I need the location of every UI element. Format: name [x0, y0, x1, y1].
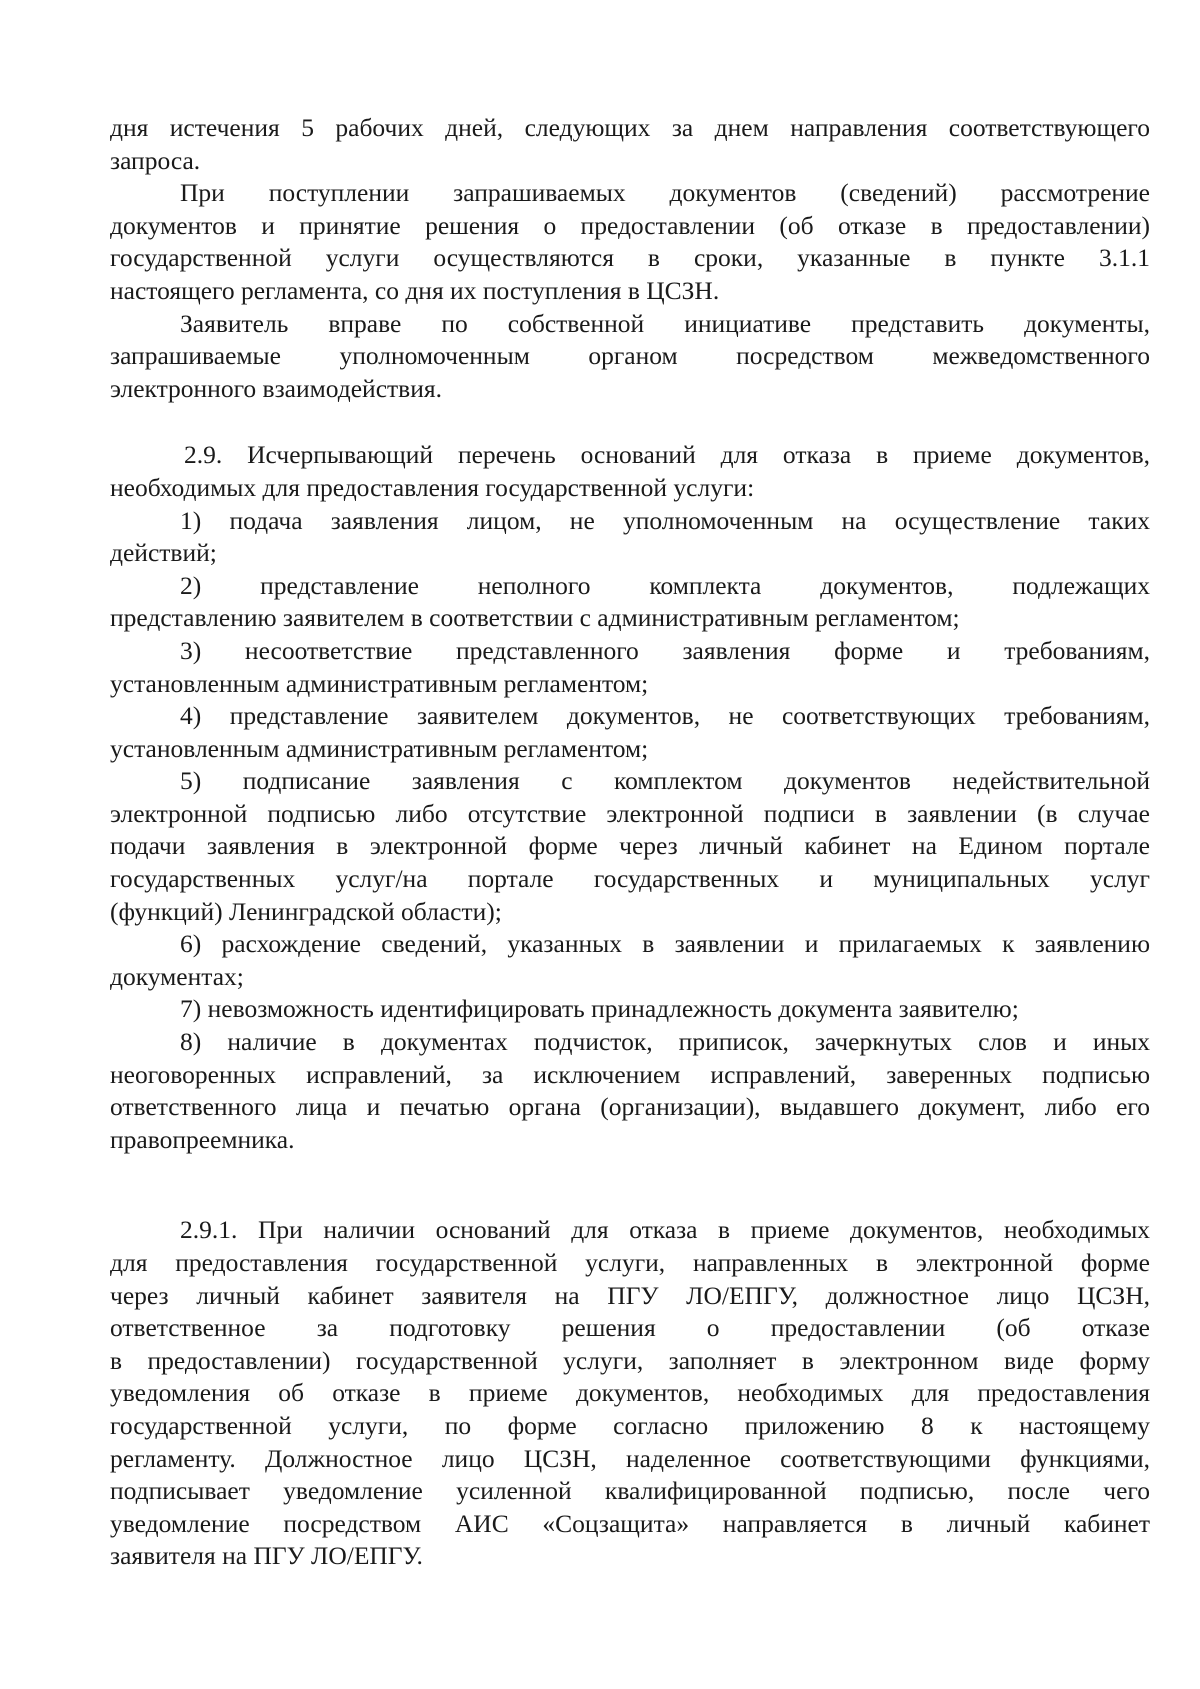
section-2-9-1 — [110, 1214, 1150, 1573]
list-item-1 — [110, 505, 1150, 570]
text-line: через личный кабинет заявителя на ПГУ ЛО/ЕПГУ, должностное лицо ЦСЗН, — [110, 1280, 1150, 1310]
text-line: запрашиваемые уполномоченным органом посредством межведомственного — [110, 341, 1150, 371]
paragraph-spacer — [110, 1156, 1150, 1214]
text-line: 8) наличие в документах подчисток, приписок, зачеркнутых слов и иных — [180, 1027, 1150, 1057]
text-line: При поступлении запрашиваемых документов (сведений) рассмотрение — [180, 178, 1150, 208]
paragraph-spacer — [110, 405, 1150, 439]
list-item-4 — [110, 700, 1150, 765]
text-line: 6) расхождение сведений, указанных в заявлении и прилагаемых к заявлению — [180, 929, 1150, 959]
text-line: действий; — [110, 538, 217, 568]
text-line: ответственного лица и печатью органа (организации), выдавшего документ, либо его — [110, 1092, 1150, 1122]
text-line: электронного взаимодействия. — [110, 373, 442, 403]
document-body — [110, 112, 1150, 1573]
text-line: регламенту. Должностное лицо ЦСЗН, наделенное соответствующими функциями, — [110, 1443, 1150, 1473]
text-line: подписывает уведомление усиленной квалифицированной подписью, после чего — [110, 1476, 1150, 1506]
paragraph-applicant-right — [110, 308, 1150, 406]
section-2-9-heading — [110, 439, 1150, 504]
text-line: представлению заявителем в соответствии с административным регламентом; — [110, 603, 960, 633]
text-line: установленным административным регламентом; — [110, 733, 649, 763]
text-line: в предоставлении) государственной услуги, заполняет в электронном виде форму — [110, 1345, 1150, 1375]
list-item-3 — [110, 635, 1150, 700]
text-line: документов и принятие решения о предоставлении (об отказе в предоставлении) — [110, 210, 1150, 240]
text-line: 7) невозможность идентифицировать принадлежность документа заявителю; — [180, 994, 1019, 1024]
paragraph-document-receipt — [110, 177, 1150, 307]
text-line: 1) подача заявления лицом, не уполномоченным на осуществление таких — [180, 505, 1150, 535]
paragraph-request-deadline — [110, 112, 1150, 177]
text-line: уведомления об отказе в приеме документов, необходимых для предоставления — [110, 1378, 1150, 1408]
list-item-7 — [110, 993, 1150, 1026]
text-line: для предоставления государственной услуги, направленных в электронной форме — [110, 1248, 1150, 1277]
text-line: 4) представление заявителем документов, не соответствующих требованиям, — [180, 701, 1150, 731]
text-line: 2) представление неполного комплекта документов, подлежащих — [180, 570, 1150, 600]
text-line: электронной подписью либо отсутствие электронной подписи в заявлении (в случае — [110, 798, 1150, 828]
text-line: документах; — [110, 961, 244, 991]
text-line: установленным административным регламентом; — [110, 668, 649, 698]
text-line: дня истечения 5 рабочих дней, следующих за днем направления соответствующего — [110, 113, 1150, 142]
text-line: неоговоренных исправлений, за исключением исправлений, заверенных подписью — [110, 1059, 1150, 1089]
text-line: ответственное за подготовку решения о предоставлении (об отказе — [110, 1313, 1150, 1343]
text-line: уведомление посредством АИС «Соцзащита» направляется в личный кабинет — [110, 1508, 1150, 1538]
list-item-2 — [110, 570, 1150, 635]
list-item-6 — [110, 928, 1150, 993]
text-line: настоящего регламента, со дня их поступления в ЦСЗН. — [110, 275, 720, 305]
text-line: государственной услуги, по форме согласно приложению 8 к настоящему — [110, 1410, 1150, 1440]
text-line: заявителя на ПГУ ЛО/ЕПГУ. — [110, 1541, 423, 1571]
text-line: 2.9. Исчерпывающий перечень оснований для отказа в приеме документов, — [184, 440, 1150, 470]
text-line: государственных услуг/на портале государственных и муниципальных услуг — [110, 864, 1150, 894]
text-line: государственной услуги осуществляются в сроки, указанные в пункте 3.1.1 — [110, 243, 1150, 273]
text-line: 5) подписание заявления с комплектом документов недействительной — [180, 766, 1150, 796]
text-line: подачи заявления в электронной форме через личный кабинет на Едином портале — [110, 831, 1150, 861]
list-item-5 — [110, 765, 1150, 928]
text-line: (функций) Ленинградской области); — [110, 896, 502, 926]
text-line: 2.9.1. При наличии оснований для отказа в приеме документов, необходимых — [180, 1215, 1150, 1245]
text-line: необходимых для предоставления государственной услуги: — [110, 472, 755, 502]
list-item-8 — [110, 1026, 1150, 1156]
text-line: Заявитель вправе по собственной инициативе представить документы, — [180, 308, 1150, 338]
text-line: 3) несоответствие представленного заявления форме и требованиям, — [180, 635, 1150, 665]
text-line: правопреемника. — [110, 1124, 295, 1154]
text-line: запроса. — [110, 145, 201, 175]
